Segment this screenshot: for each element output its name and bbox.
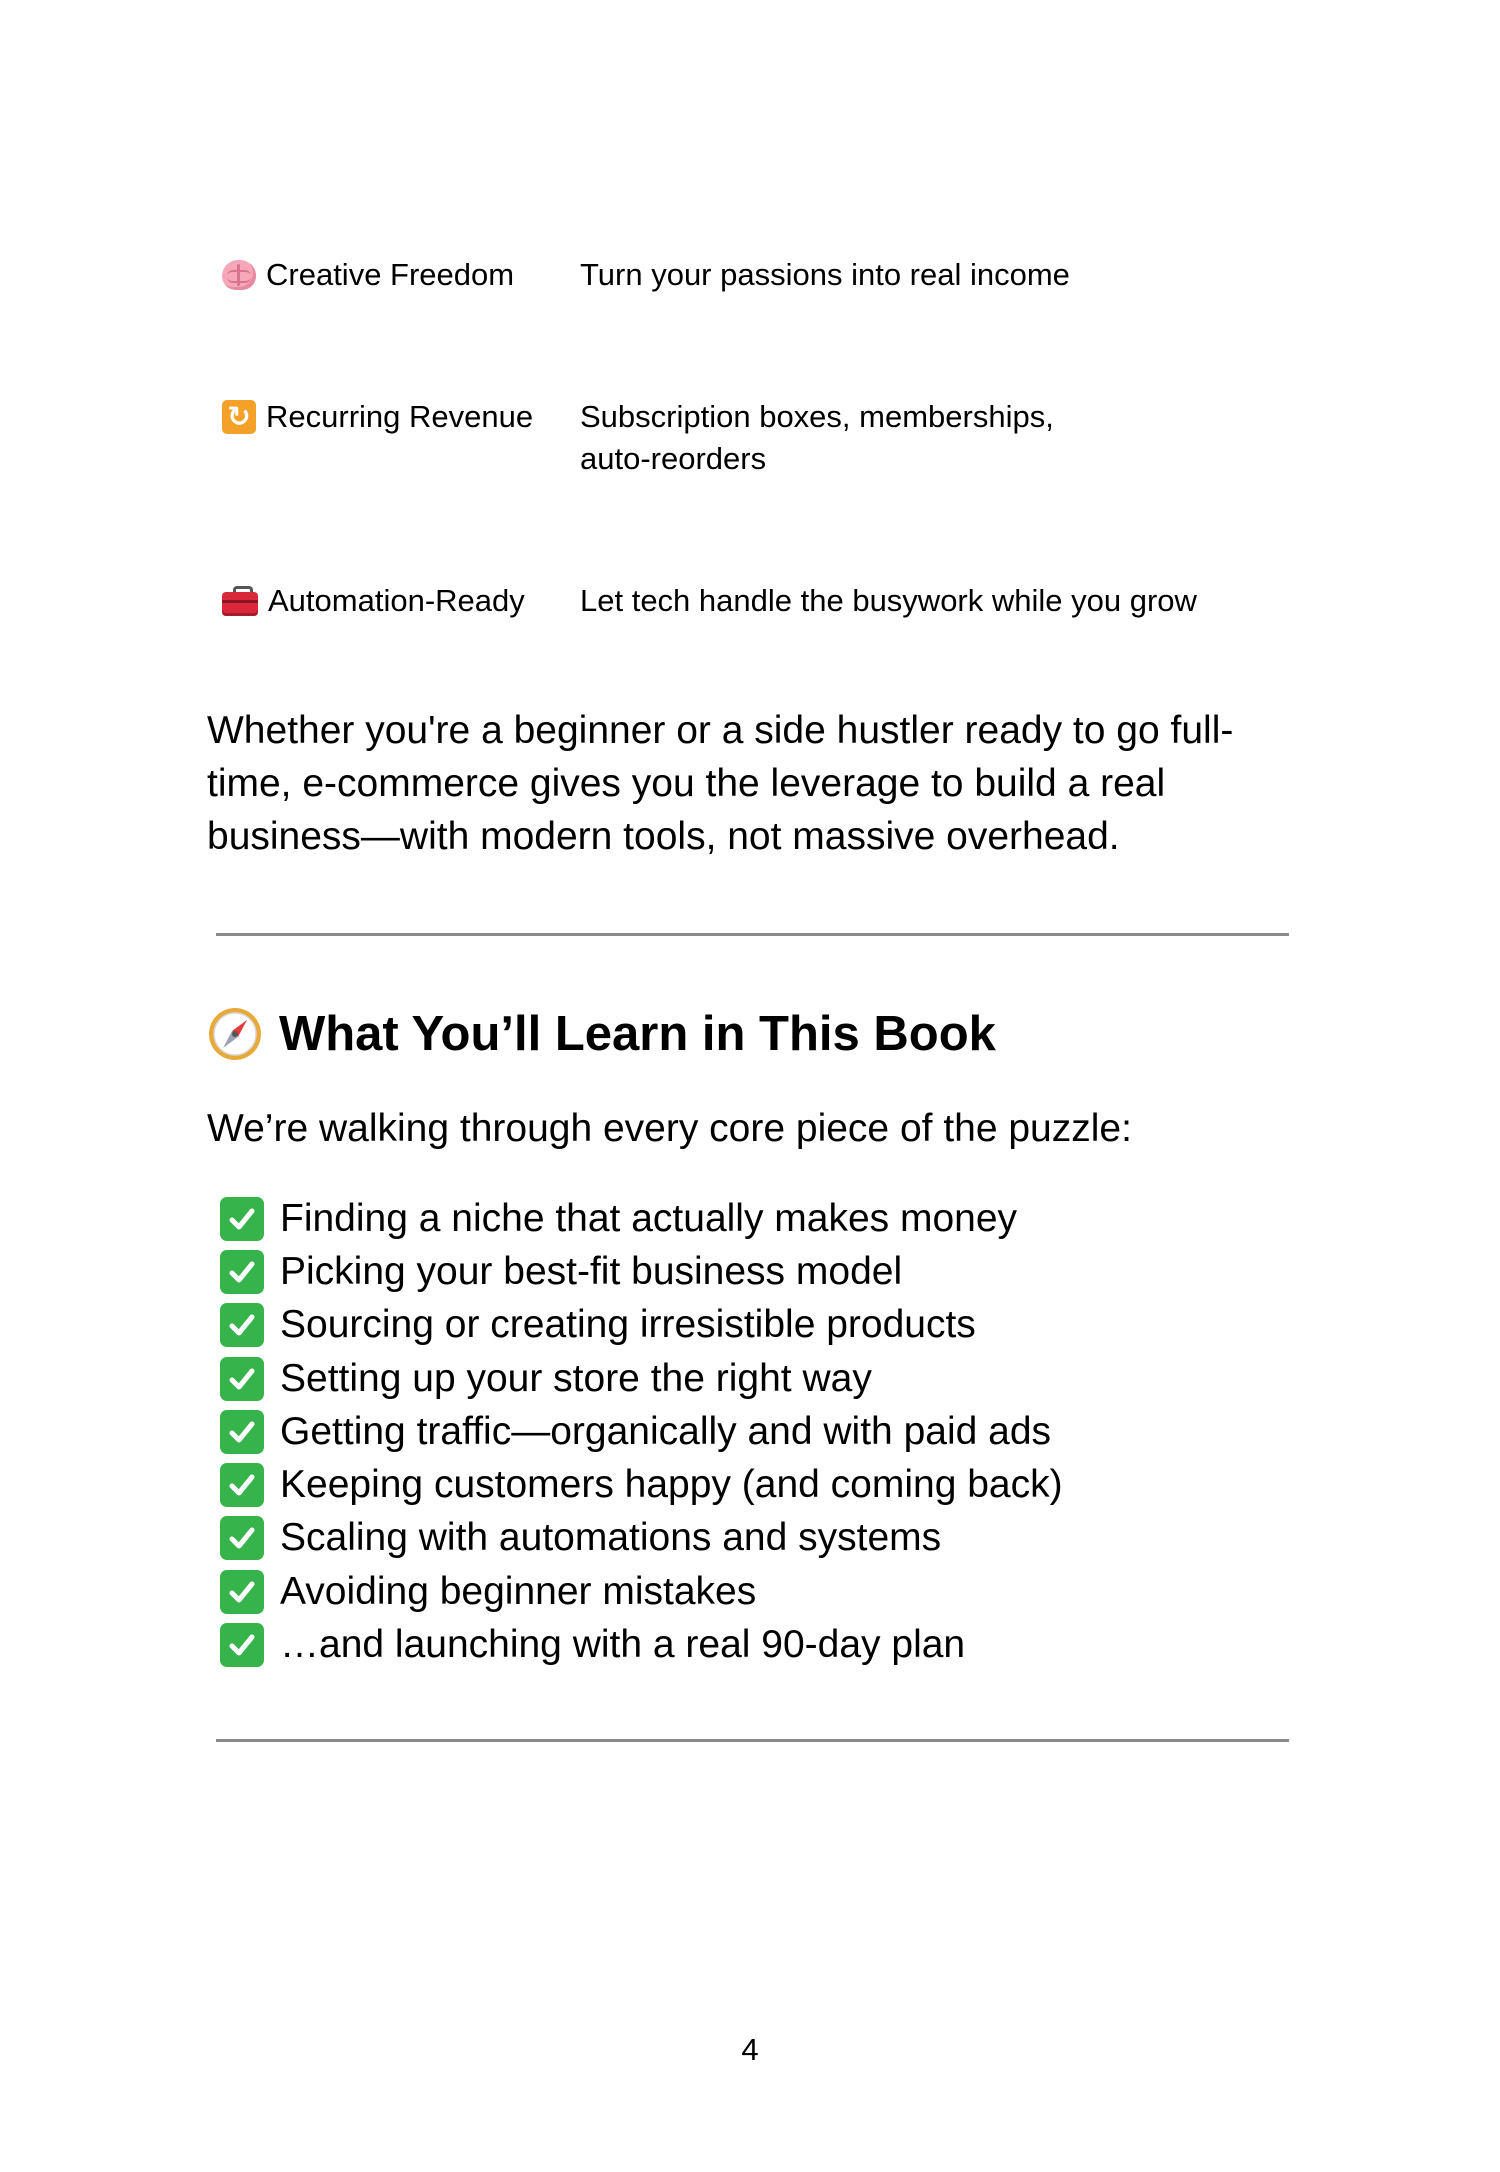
benefit-description: Subscription boxes, memberships, auto-reorders xyxy=(580,399,1054,476)
check-mark-icon xyxy=(220,1197,264,1241)
section-intro: We’re walking through every core piece of the puzzle: xyxy=(207,1107,1132,1150)
compass-icon xyxy=(207,1006,263,1062)
list-item xyxy=(220,1512,1063,1565)
list-item-text: Avoiding beginner mistakes xyxy=(280,1569,757,1613)
benefit-row-creative-freedom xyxy=(222,254,1322,296)
toolbox-icon xyxy=(222,586,258,616)
list-item xyxy=(220,1192,1063,1245)
check-mark-icon xyxy=(220,1250,264,1294)
check-mark-icon xyxy=(220,1303,264,1347)
section-title: What You’ll Learn in This Book xyxy=(279,1007,996,1061)
page-number: 4 xyxy=(741,2032,759,2067)
list-item-text: Sourcing or creating irresistible products xyxy=(280,1303,976,1347)
divider xyxy=(216,933,1289,936)
list-item-text: Picking your best-fit business model xyxy=(280,1249,903,1293)
benefit-name: Automation-Ready xyxy=(268,583,525,618)
list-item xyxy=(220,1458,1063,1511)
list-item-text: Setting up your store the right way xyxy=(280,1356,872,1400)
check-mark-icon xyxy=(220,1570,264,1614)
list-item xyxy=(220,1565,1063,1618)
check-mark-icon xyxy=(220,1623,264,1667)
list-item xyxy=(220,1405,1063,1458)
brain-icon xyxy=(222,260,256,290)
list-item xyxy=(220,1245,1063,1298)
section-heading xyxy=(207,1004,996,1064)
benefit-description: Turn your passions into real income xyxy=(580,257,1070,292)
checklist xyxy=(220,1192,1063,1672)
list-item-text: Keeping customers happy (and coming back) xyxy=(280,1463,1063,1507)
list-item xyxy=(220,1299,1063,1352)
body-paragraph: Whether you're a beginner or a side hustler ready to go full-time, e-commerce gives you the leverage to build a real business—with modern tools, not massive overhead. xyxy=(207,709,1234,858)
list-item-text: Finding a niche that actually makes money xyxy=(280,1196,1018,1240)
list-item xyxy=(220,1352,1063,1405)
list-item-text: Getting traffic—organically and with paid ads xyxy=(280,1409,1052,1453)
benefit-name: Creative Freedom xyxy=(266,257,515,292)
benefit-row-recurring-revenue xyxy=(222,396,1322,480)
benefit-row-automation-ready xyxy=(222,580,1322,622)
list-item xyxy=(220,1618,1063,1671)
check-mark-icon xyxy=(220,1410,264,1454)
divider xyxy=(216,1739,1289,1742)
repeat-icon: ↻ xyxy=(222,400,256,434)
list-item-text: …and launching with a real 90-day plan xyxy=(280,1623,966,1667)
benefit-name: Recurring Revenue xyxy=(266,399,534,434)
check-mark-icon xyxy=(220,1516,264,1560)
check-mark-icon xyxy=(220,1463,264,1507)
check-mark-icon xyxy=(220,1357,264,1401)
list-item-text: Scaling with automations and systems xyxy=(280,1516,942,1560)
benefit-description: Let tech handle the busywork while you grow xyxy=(580,583,1197,618)
